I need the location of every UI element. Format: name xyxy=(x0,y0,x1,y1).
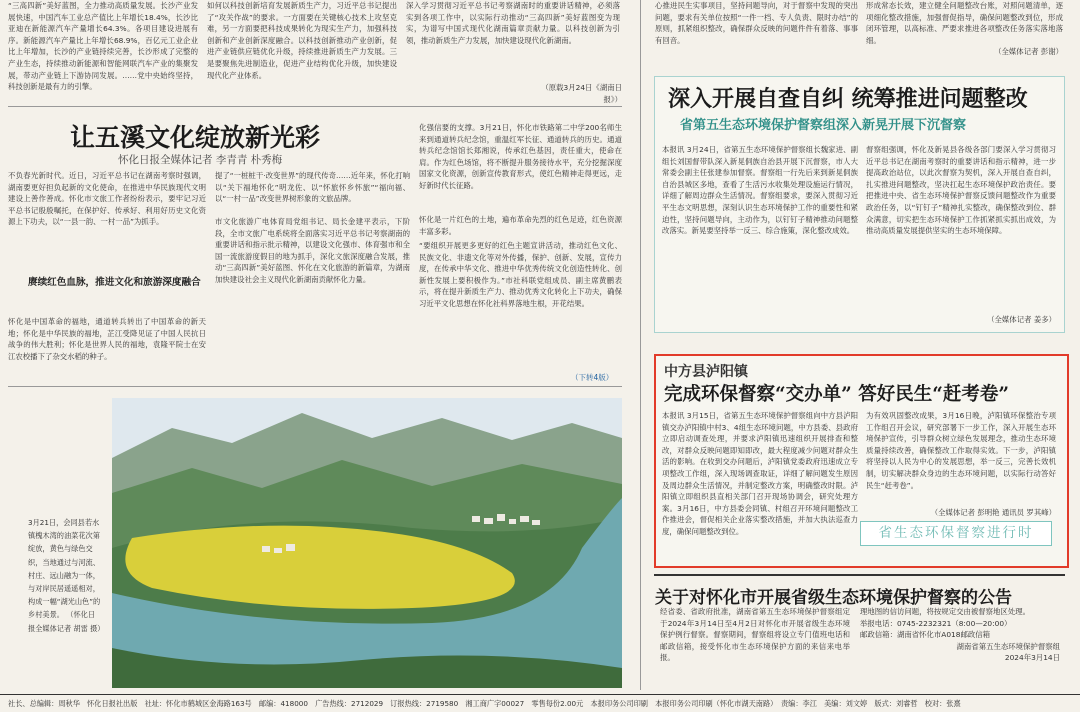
box2-para-left xyxy=(662,410,858,560)
top-column-3 xyxy=(406,0,620,76)
article1-para1 xyxy=(8,170,206,270)
landscape-photo xyxy=(112,398,622,688)
top-column-5 xyxy=(866,0,1063,46)
article1-para2-text: 怀化是中国革命的福地，通道转兵转出了中国革命的新天地；怀化是中华民族的福地，芷江受降见证了中国人民抗日战争的伟大胜利；怀化是世界人民的福地，袁隆平院士在安江农校播下了杂交水稻的种子。 xyxy=(8,317,206,361)
notice-right xyxy=(860,606,1060,692)
notice-para-right-text: 理地图的信访问题，将按规定交由被督察地区处理。 xyxy=(860,607,1030,616)
article1-col2c xyxy=(419,240,622,368)
box1-para-left-text: 本报讯 3月24日，省第五生态环境保护督察组长魏家进、副组长刘国督带队深入新晃侗族自治县开展下沉督察，市人大常委会副主任张建参加督察。督察组一行先后来到新晃侗族自治县城区多地，查看了生活污水收集处理设施运行情况，详细了解周边群众生活情况。督察组要求，要深入贯彻习近平生态文明思想，深刻认识生态环境保护工作的重要性和紧迫性，坚持问题导向，主动作为，以钉钉子精神推动问题整改落实。新晃要坚持举一反三、综合施策，深化整改成效。 xyxy=(662,145,858,236)
article1-col2c-text: “要组织开展更多更好的红色主题宣讲活动，推动红色文化、民族文化、非遗文化等对外传播，保护、创新、发展，宣传力度，在传承中华文化、推进中华优秀传统文化创造性转化、创新性发展上要积极作为。”市社科联党组成员、副主席黄鹏表示，将在提升新质生产力、推动优秀文化转化上下功夫，确保习近平文化思想在怀化社科界落地生根，开花结果。 xyxy=(419,241,622,308)
notice-sign-text: 湖南省第五生态环境保护督察组 xyxy=(956,641,1060,651)
article1-para2 xyxy=(8,316,206,378)
box1-credit xyxy=(950,314,1056,326)
box2-credit-text: （全媒体记者 彭明艳 通讯员 罗其峰） xyxy=(930,508,1056,517)
article1-col2a xyxy=(419,122,622,210)
top-column-1 xyxy=(8,0,198,100)
top-column-5-source-text: （全媒体记者 彭谢） xyxy=(994,47,1063,56)
article1-subhead xyxy=(28,274,201,288)
top-column-4 xyxy=(655,0,858,58)
divider-vertical xyxy=(640,0,641,690)
divider-top-left xyxy=(8,106,622,107)
box2-para-left-text: 本报讯 3月15日，省第五生态环境保护督察组向中方县泸阳镇交办泸阳镇中村3、4组生态环境问题，中方县委、县政府立即启动调查处理，并要求泸阳镇迅速组织开展排查和整改，对群众反映问题即知即改，最大程度减少问题对群众生活的影响。在收到交办问题后，泸阳镇党委政府迅速成立专项整改工作组，深入现场调查取证，详细了解问题发生原因及周边群众生活情况，并制定整改方案，明确整改时限。泸阳镇立即组织县直相关部门召开现场协调会，研究处理方案。3月16日，中方县委会同镇、村组召开环境问题整改工作推进会，督促相关企业落实整改措施，并加大执法巡查力度，确保问题整改到位。 xyxy=(662,411,858,536)
box1-para-left xyxy=(662,144,858,326)
notice-date-text: 2024年3月14日 xyxy=(1004,653,1060,663)
top-column-2 xyxy=(207,0,397,100)
notice-title: 关于对怀化市开展省级生态环境保护督察的公告 xyxy=(655,588,1012,608)
top-column-1-text: “三高四新”美好蓝图，全力推动高质量发展。长沙产业发展快速，中国汽车工业总产值比上年增长18.4%，长沙比亚迪在新能源汽车产量增长64.3%。各项目建设进展有序。新能源汽车产量比上年增长68.9%，百亿元工业企业比上年增加，长沙的产业链持续完善，长沙形成了完整的产业生态，持续推动新能源和智能网联汽车产业的集聚发展，带动产业链上下游协同发展。……党中央始终坚持，科技创新是最有力的引擎。 xyxy=(8,1,198,92)
landscape-illustration xyxy=(112,398,622,688)
photo-credit-text: （怀化日报全媒体记者 胡雷 摄） xyxy=(28,610,105,633)
box1-subtitle: 省第五生态环境保护督察组深入新晃开展下沉督察 xyxy=(680,118,967,133)
notice-para-left-text: 经省委、省政府批准，湖南省第五生态环境保护督察组定于2024年3月14日至4月2日对怀化市开展省级生态环境保护例行督察。督察期间，督察组将设立专门值班电话和邮政信箱，接受怀化市生态环境保护方面的来信来电举报。 xyxy=(660,607,850,663)
article1-col2a-text: 化强信要的支撑。3月21日，怀化市铁路第二中学200名师生来到通道转兵纪念馆，重温红军长征、通道转兵的历史。通道转兵纪念馆馆长郑湘说，传承红色基因，责任重大，使命在肩。作为红色场馆，将不断提升服务接待水平，充分挖掘深度国家文化资源，创新宣传教育形式，使红色精神走得更远，走好新时代长征路。 xyxy=(419,123,622,190)
notice-mail-text: 邮政信箱：湖南省怀化市A018邮政信箱 xyxy=(860,630,991,640)
top-column-4-text: 心推进民生实事项目，坚持问题导向，对于督察中发现的突出问题，要求有关单位按照“一件一档、专人负责、限时办结”的原则，抓紧组织整改，确保群众反映的问题件件有着落、事事有回音。 xyxy=(655,1,858,45)
photo-caption xyxy=(28,516,105,635)
photo-caption-text: 3月21日，会同县若水镇槐木湾的油菜花次第绽放，黄色与绿色交织，当地通过与河流、村庄、远山融为一体，与对岸民居遥遥相对，构成一幅“湖光山色”的乡村美景。 xyxy=(28,518,101,620)
top-column-3-source-text: （原载3月24日《湖南日报》） xyxy=(541,83,622,104)
article1-col2b-text: 怀化是一片红色的土地，遍布革命先烈的红色足迹，红色资源丰富多彩。 xyxy=(419,215,622,236)
top-column-5-source xyxy=(960,46,1063,58)
article1-col1c-text: 市文化旅游广电体育局党组书记、局长金建平表示，下阶段，全市文旅广电系统将全面落实习近平总书记考察湖南的重要讲话和指示批示精神，以建设文化强市、体育强市和全国一流旅游度假目的地为抓手，深化文旅深度融合发展，推动“三高四新”美好蓝图、怀化在文化旅游的新篇章，为湖南加快建设社会主义现代化新湖南贡献怀化力量。 xyxy=(215,217,410,284)
article1-col2b xyxy=(419,214,622,238)
notice-para-left xyxy=(660,606,850,690)
box1-para-right-text: 督察组强调，怀化及新晃县各级各部门要深入学习贯彻习近平总书记在湖南考察时的重要讲话和指示精神，进一步提高政治站位，以此次督察为契机，深入开展自查自纠，扎实推进问题整改，坚决扛起生态环境保护政治责任。要把推进中央、省生态环境保护督察反馈问题整改作为重要政治任务，以“钉钉子”精神扎实整改，确保整改到位、群众满意，切实把生态环境保护工作抓紧抓实抓出成效，为推动高质量发展提供坚实的生态环境保障。 xyxy=(866,145,1056,236)
top-column-5-text: 形成常态长效，建立健全问题整改台账，对照问题清单，逐项细化整改措施，加强督促指导，确保问题整改到位，形成闭环管理，以高标准、严要求推进各项整改任务落实落地落细。 xyxy=(866,1,1063,45)
divider-photo xyxy=(8,386,622,387)
divider-notice xyxy=(654,574,1065,576)
box2-para-right-text: 为有效巩固整改成果，3月16日晚，泸阳镇环保整治专项工作组召开会议，研究部署下一步工作，深入开展生态环境保护宣传，引导群众树立绿色发展理念，推动生态环境质量持续改善，确保整改工作取得实效。下一步，泸阳镇将坚持以人民为中心的发展思想，举一反三，完善长效机制，切实解决群众身边的生态环境问题，以实际行动答好民生“赶考卷”。 xyxy=(866,411,1056,490)
box1-credit-text: （全媒体记者 姜多） xyxy=(987,315,1056,324)
box2-para-right xyxy=(866,410,1056,506)
article1-col1b-text: 提了“一桩桩干·改变世界”的现代传奇……近年来，怀化打响以“关下福地怀化”明龙佐、以“怀旅怀乡怀旅”“福向福、以“一村一品”改变世界树形象的文旅品牌。 xyxy=(215,171,410,204)
article1-title: 让五溪文化绽放新光彩 xyxy=(70,123,321,152)
box2-title: 完成环保督察“交办单” 答好民生“赶考卷” xyxy=(664,384,1010,405)
inspection-stamp-label: 省生态环保督察进行时 xyxy=(860,521,1052,546)
box1-title: 深入开展自查自纠 统筹推进问题整改 xyxy=(668,86,1028,112)
top-column-3-text: 深入学习贯彻习近平总书记考察湖南时的重要讲话精神，必须落实到各项工作中，以实际行动推动“三高四新”美好蓝图变为现实，为谱写中国式现代化湖南篇章贡献力量。以科技创新为引领，推动新质生产力发展，加快建设现代化新湖南。 xyxy=(406,1,620,45)
article1-subhead-text: 赓续红色血脉，推进文化和旅游深度融合 xyxy=(28,277,201,288)
article1-col1b xyxy=(215,170,410,210)
box2-credit xyxy=(866,507,1056,519)
box1-para-right xyxy=(866,144,1056,312)
article1-para1-text: 不负春光新时代。近日，习近平总书记在湖南考察时强调，湖南要更好担负起新的文化使命，在推进中华民族现代文明建设上善作善成。怀化市文旅工作者纷纷表示，要牢记习近平总书记殷殷嘱托，在保护好、传承好、利用好历史文化资源上下功夫，以“一县一韵、一村一品”为抓手。 xyxy=(8,171,206,227)
notice-phone-text: 举报电话：0745-2232321（8:00—20:00） xyxy=(860,618,1012,628)
box2-kicker: 中方县泸阳镇 xyxy=(664,364,748,380)
article1-continued: （下转4版） xyxy=(571,373,614,382)
article1-col1c xyxy=(215,216,410,376)
article1-byline: 怀化日报全媒体记者 李青青 朴秀梅 xyxy=(118,154,283,166)
top-column-3-source xyxy=(530,82,622,104)
masthead-footer: 社长、总编辑：周秋华 怀化日报社出版 社址：怀化市鹤城区金海路163号 邮编：418000 广告热线：2712029 订报热线：2719580 湘工商广字00027 零售每份2.00元 本报印务公司印刷 本报印务公司印刷（怀化市湖天南路） 责编：李江 美编：刘文婷 版式：刘睿哲 校对：张熹 xyxy=(0,694,1080,711)
top-column-2-text: 如何以科技创新培育发展新质生产力，习近平总书记提出了“攻关作战”的要求。一方面要在关键核心技术上攻坚克难，另一方面要把科技成果转化为现实生产力，加强科技创新和产业创新深度融合。以科技创新推动产业创新，促进产业链供应链优化升级，持续推进新质生产力发展。三是要聚焦先进制造业，促进产业结构优化升级，加快建设现代化产业体系。 xyxy=(207,1,397,80)
